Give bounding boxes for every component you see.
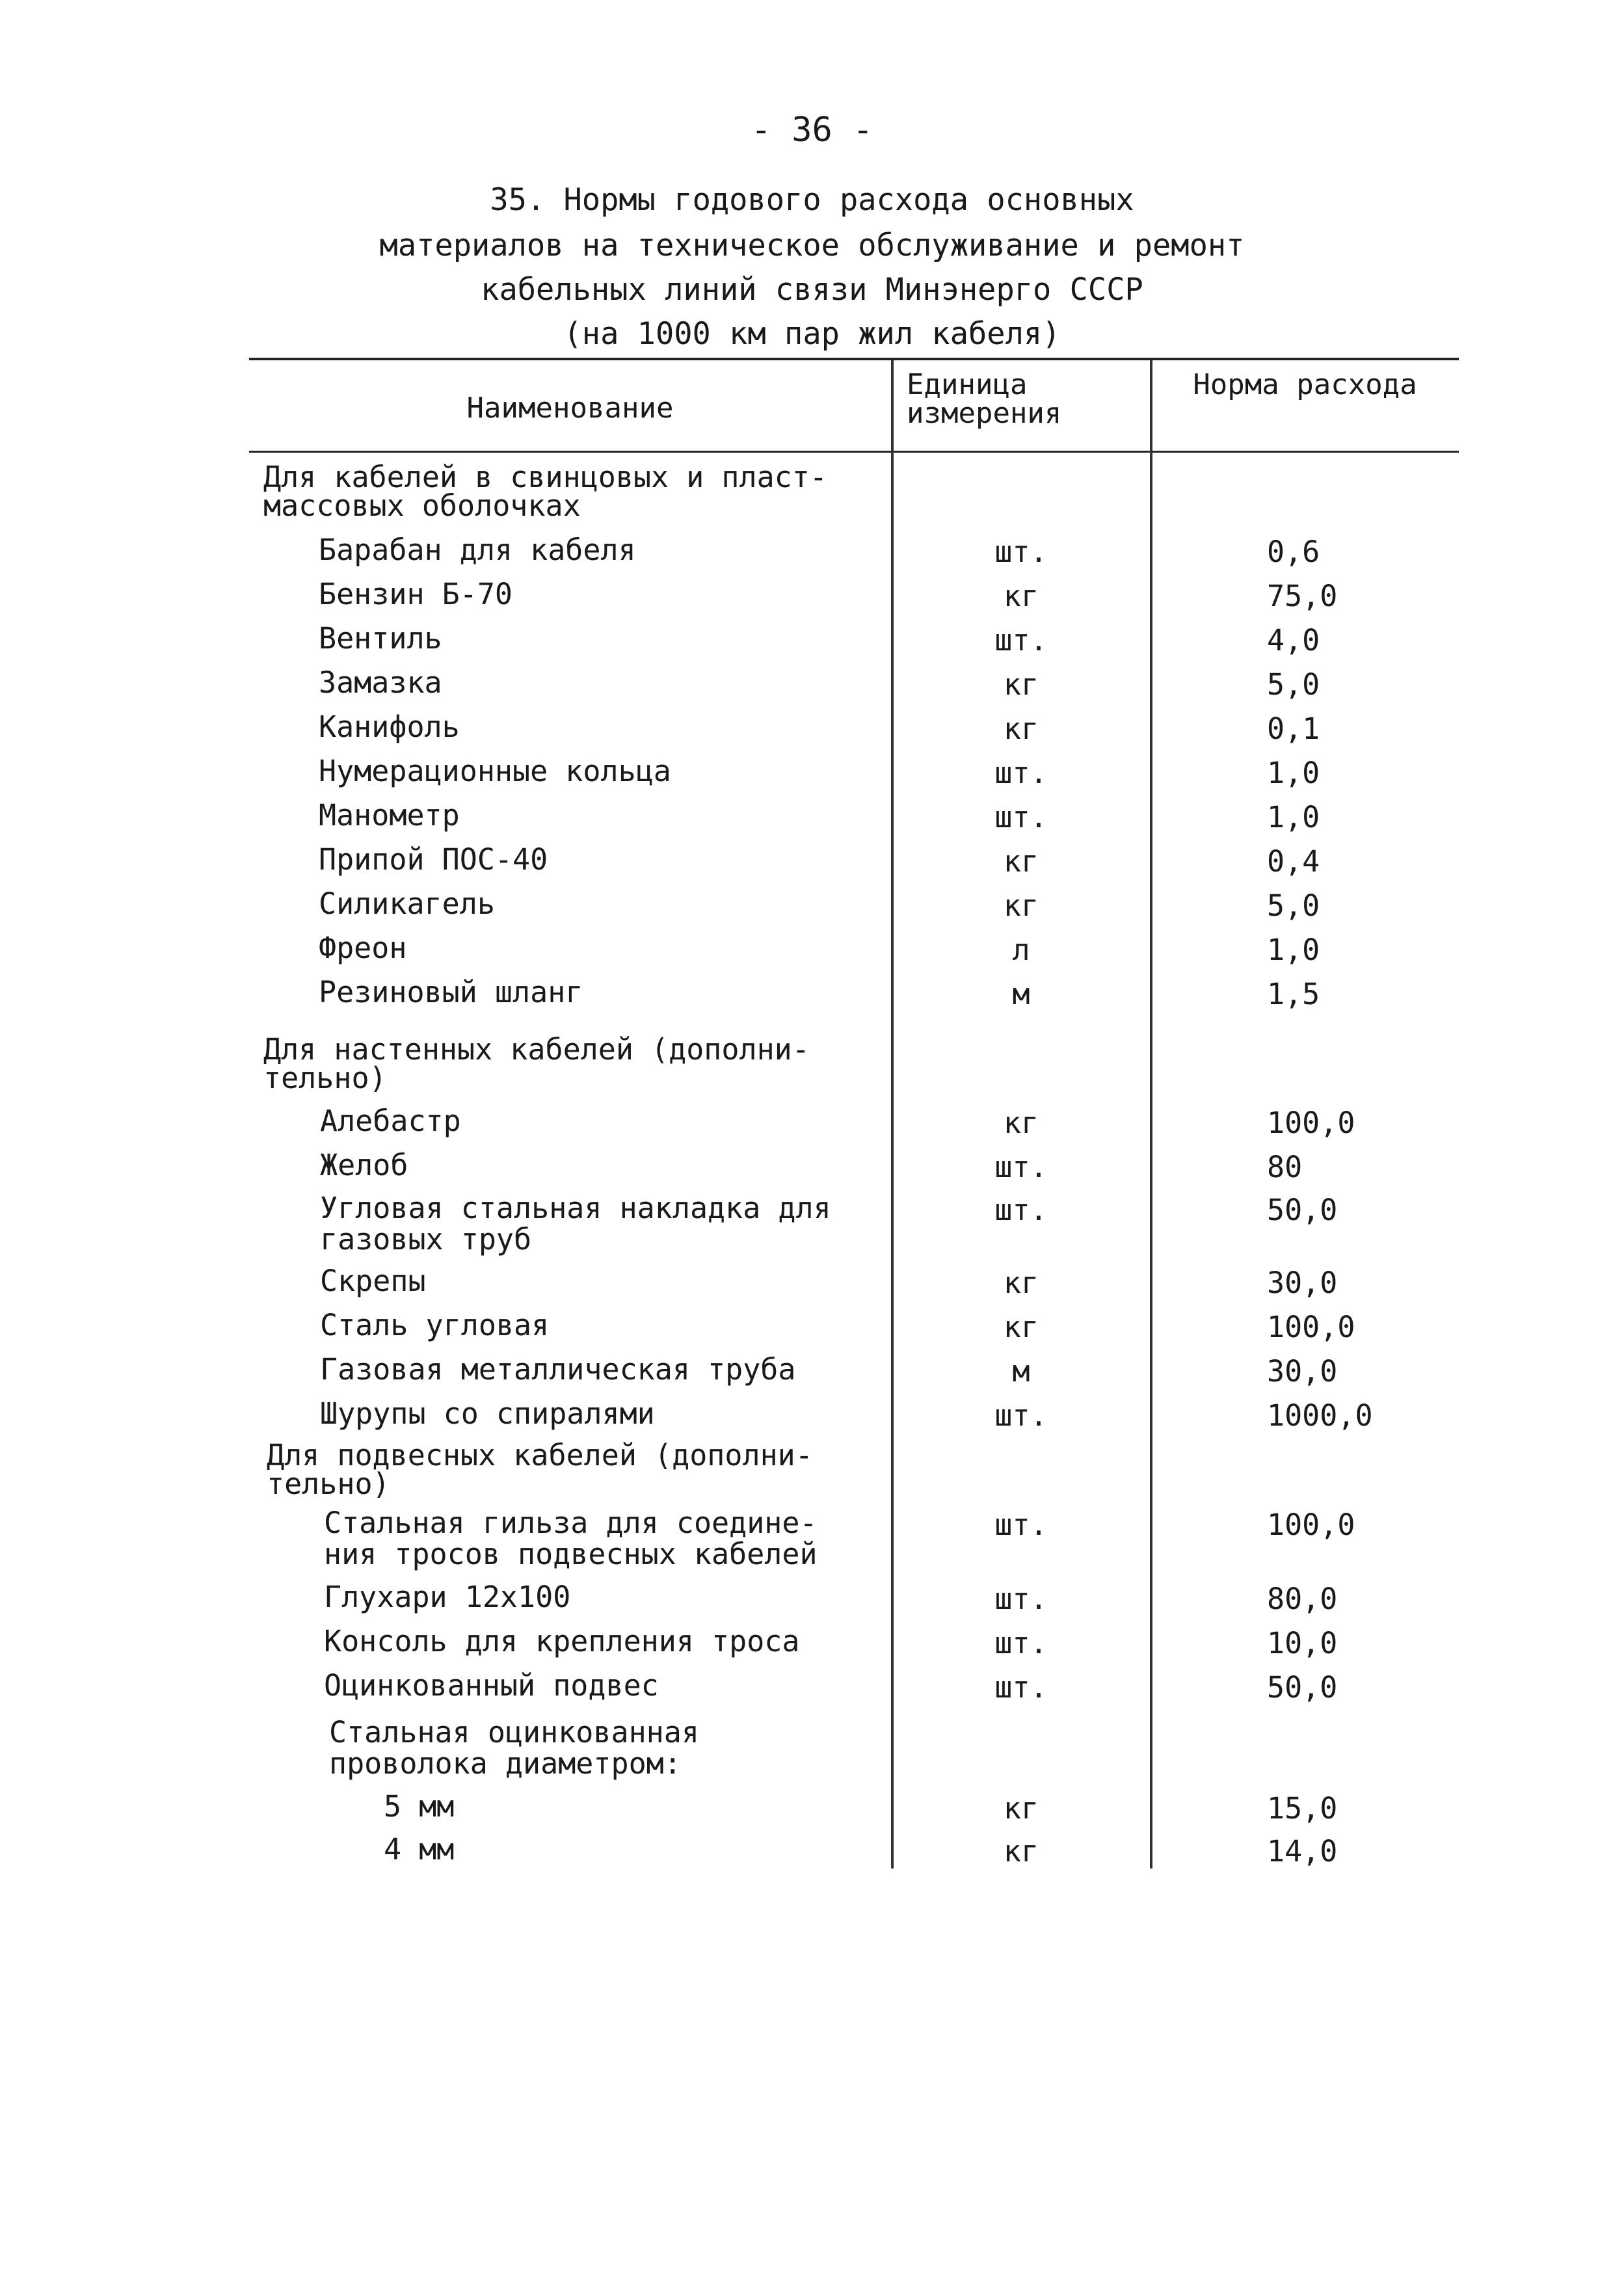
item-norm: 30,0 (1267, 1354, 1338, 1389)
item-norm: 0,6 (1267, 535, 1320, 569)
item-norm: 1000,0 (1267, 1398, 1373, 1433)
item-name: Сталь угловая (320, 1308, 550, 1342)
item-norm: 5,0 (1267, 667, 1320, 702)
item-unit: шт. (994, 1582, 1048, 1616)
table-row (0, 1354, 1624, 1393)
header-unit-line-2: измерения (907, 397, 1062, 430)
item-name-line-2: газовых труб (320, 1222, 532, 1257)
table-row (0, 977, 1624, 1016)
item-unit: кг (1003, 1791, 1039, 1826)
table-row (0, 667, 1624, 706)
table-row (0, 933, 1624, 972)
table-row (0, 1266, 1624, 1305)
item-norm: 1,0 (1267, 933, 1320, 967)
item-unit: кг (1003, 1310, 1039, 1344)
item-name: Припой ПОС-40 (319, 842, 548, 877)
item-name: Манометр (319, 798, 460, 832)
table-row (0, 1398, 1624, 1437)
table-row (0, 535, 1624, 574)
section-title-line-2: тельно) (267, 1467, 390, 1501)
item-unit: м (1012, 1354, 1030, 1389)
item-norm: 100,0 (1267, 1106, 1355, 1140)
item-norm: 15,0 (1267, 1791, 1338, 1826)
table-row (0, 888, 1624, 927)
table-row (0, 1508, 1624, 1573)
item-name: Вентиль (319, 621, 442, 656)
item-name-line-2: проволока диаметром: (329, 1746, 682, 1781)
item-name: Нумерационные кольца (319, 754, 671, 788)
section-title-line-1: Для кабелей в свинцовых и пласт- (263, 460, 827, 494)
item-name: Канифоль (319, 710, 460, 744)
item-name: Консоль для крепления троса (324, 1624, 800, 1658)
item-name: Резиновый шланг (319, 975, 583, 1009)
item-name-line-2: ния тросов подвесных кабелей (324, 1537, 818, 1571)
item-name-line-1: Стальная гильза для соедине- (324, 1506, 818, 1540)
table-row (0, 1834, 1624, 1873)
item-name: Замазка (319, 665, 442, 700)
header-name: Наименование (466, 392, 674, 425)
item-norm: 30,0 (1267, 1266, 1338, 1300)
item-unit: шт. (994, 1626, 1048, 1660)
title-line-4: (на 1000 км пар жил кабеля) (563, 316, 1061, 352)
item-norm: 5,0 (1267, 888, 1320, 923)
item-name: Шурупы со спиралями (320, 1396, 655, 1431)
item-norm: 80,0 (1267, 1582, 1338, 1616)
item-name: 5 мм (384, 1789, 455, 1824)
item-unit: шт. (994, 535, 1048, 569)
item-norm: 75,0 (1267, 579, 1338, 613)
table-row (0, 712, 1624, 751)
item-unit: шт. (994, 1398, 1048, 1433)
table-row (0, 800, 1624, 839)
header-unit (892, 368, 1150, 430)
item-unit: кг (1003, 579, 1039, 613)
item-norm: 1,0 (1267, 756, 1320, 790)
table-row (0, 1626, 1624, 1665)
item-name: Барабан для кабеля (319, 533, 636, 567)
item-name: Алебастр (320, 1104, 461, 1138)
item-name (324, 1508, 818, 1570)
item-unit: л (1012, 933, 1030, 967)
section-title-wall-cables (263, 1032, 810, 1095)
table-row (0, 1150, 1624, 1189)
item-name (329, 1717, 699, 1779)
table-row (0, 579, 1624, 618)
item-norm: 50,0 (1267, 1193, 1338, 1227)
item-name: Оцинкованный подвес (324, 1668, 659, 1703)
title-line-1: 35. Нормы годового расхода основных (490, 182, 1134, 218)
item-unit: кг (1003, 888, 1039, 923)
item-unit: кг (1003, 844, 1039, 879)
header-norm: Норма расхода (1193, 368, 1417, 401)
item-unit: шт. (994, 623, 1048, 658)
table-top-rule (249, 358, 1459, 360)
table-row (0, 1582, 1624, 1621)
item-name: Фреон (319, 931, 407, 965)
table-row (0, 1193, 1624, 1258)
section-title-line-1: Для настенных кабелей (дополни- (263, 1032, 810, 1067)
item-norm: 1,5 (1267, 977, 1320, 1011)
item-name: Силикагель (319, 886, 495, 921)
item-norm: 80 (1267, 1150, 1303, 1184)
section-title-line-2: массовых оболочках (263, 488, 581, 523)
item-unit: кг (1003, 1266, 1039, 1300)
item-unit: кг (1003, 1834, 1039, 1869)
table-row (0, 756, 1624, 795)
item-name-line-1: Угловая стальная накладка для (320, 1191, 831, 1225)
item-name-line-1: Стальная оцинкованная (329, 1715, 699, 1749)
item-norm: 10,0 (1267, 1626, 1338, 1660)
item-unit: кг (1003, 712, 1039, 746)
item-norm: 0,1 (1267, 712, 1320, 746)
item-name: 4 мм (384, 1832, 455, 1867)
item-unit: м (1012, 977, 1030, 1011)
item-norm: 0,4 (1267, 844, 1320, 879)
title-line-3: кабельных линий связи Минэнерго СССР (481, 272, 1143, 308)
item-norm: 50,0 (1267, 1670, 1338, 1705)
section-title-lead-sheathed (263, 460, 827, 523)
table-row (0, 623, 1624, 662)
item-unit: шт. (994, 1193, 1048, 1227)
item-unit: шт. (994, 756, 1048, 790)
title-line-2: материалов на техническое обслуживание и ремонт (379, 228, 1245, 263)
page-number: - 36 - (751, 111, 873, 150)
table-row (0, 1106, 1624, 1145)
table-row (0, 844, 1624, 883)
table-row (0, 1670, 1624, 1709)
item-unit: шт. (994, 1508, 1048, 1542)
item-norm: 100,0 (1267, 1508, 1355, 1542)
item-norm: 14,0 (1267, 1834, 1338, 1869)
item-name: Скрепы (320, 1264, 426, 1298)
section-title-line-1: Для подвесных кабелей (дополни- (267, 1438, 813, 1472)
item-unit: кг (1003, 667, 1039, 702)
item-name: Глухари 12х100 (324, 1580, 571, 1614)
item-unit: шт. (994, 1150, 1048, 1184)
item-unit: кг (1003, 1106, 1039, 1140)
header-bottom-rule (249, 451, 1459, 453)
table-row (0, 1791, 1624, 1830)
item-name: Газовая металлическая труба (320, 1352, 796, 1387)
item-norm: 1,0 (1267, 800, 1320, 834)
header-unit-line-1: Единица (907, 368, 1028, 401)
item-unit: шт. (994, 1670, 1048, 1705)
table-row (0, 1717, 1624, 1782)
table-row (0, 1310, 1624, 1349)
item-name: Желоб (320, 1148, 408, 1182)
item-name (320, 1193, 831, 1255)
item-norm: 100,0 (1267, 1310, 1355, 1344)
item-name: Бензин Б-70 (319, 577, 513, 611)
item-norm: 4,0 (1267, 623, 1320, 658)
item-unit: шт. (994, 800, 1048, 834)
section-title-line-2: тельно) (263, 1061, 387, 1095)
section-title-aerial-cables (267, 1438, 813, 1501)
